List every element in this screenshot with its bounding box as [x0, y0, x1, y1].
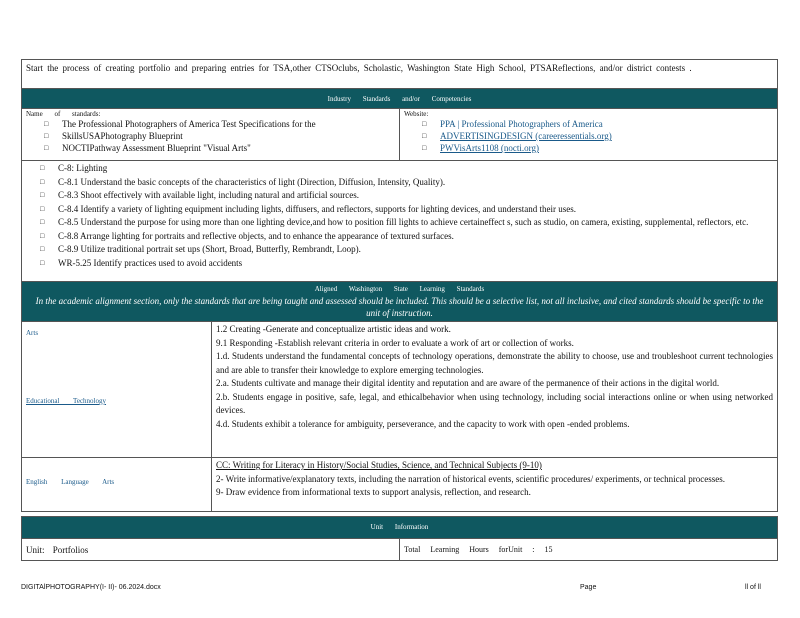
industry-standards-header	[22, 88, 777, 108]
competency-item: □ C-8.8 Arrange lighting for portraits and reflective objects, and to enhance the appearance of textured surfaces.	[40, 230, 771, 242]
competency-item: □ C-8: Lighting	[40, 162, 771, 174]
unit-info-header	[22, 517, 777, 538]
alignment-edtech-text: 1.d. Students understand the fundamental concepts of technology operations, demonstrate the ability to choose, use and troubleshoot current technologies and are able to transfer their knowledge to explore emerging technologies. 2.a. Students cultivate and manage their digital identity and reputation and are aware of the permanence of their actions in the digital world. 2.b. Students engage in positive, safe, legal, and ethicalbehavior when using technology, including social interactions online or when using networked devices. 4.d. Students exhibit a tolerance for ambiguity, perseverance, and the capacity to work with open -ended problems.	[216, 351, 773, 429]
alignment-label-edtech: Educational Technology	[22, 349, 212, 457]
footer-page-label: Page	[580, 584, 597, 591]
competency-item: □ C-8.4 Identify a variety of lighting equipment including lights, diffusers, and reflectors, supports for lighting devices, and understand their uses.	[40, 203, 771, 215]
website-column	[400, 109, 777, 160]
standards-section	[22, 108, 777, 160]
standards-column	[22, 109, 400, 160]
alignment-edtech-row	[22, 349, 777, 457]
alignment-arts-text: 1.2 Creating -Generate and conceptualize artistic ideas and work. 9.1 Responding -Establish relevant criteria in order to evaluate a work of art or collection of works.	[216, 324, 574, 348]
aligned-standards-header	[22, 281, 777, 321]
curriculum-table	[21, 59, 778, 512]
standards-label: Name of standards:	[26, 110, 101, 118]
competencies-section	[22, 160, 777, 281]
competency-item: □ WR-5.25 Identify practices used to avoid accidents	[40, 257, 771, 269]
unit-info-table	[21, 516, 778, 561]
unit-hours-cell	[400, 539, 777, 560]
aligned-standards-title: Aligned Washington State Learning Standards	[314, 285, 485, 293]
ela-standards-link[interactable]: CC: Writing for Literacy in History/Social Studies, Science, and Technical Subjects (9-10)	[216, 460, 542, 470]
alignment-label-arts: Arts	[22, 322, 212, 349]
competency-item: □ C-8.1 Understand the basic concepts of the characteristics of light (Direction, Diffusion, Intensity, Quality).	[40, 176, 771, 188]
competency-item: □ C-8.9 Utilize traditional portrait set ups (Short, Broad, Butterfly, Rembrandt, Loop).	[40, 243, 771, 255]
unit-name: Unit: Portfolios	[26, 545, 89, 555]
industry-standards-title: Industry Standards and/or Competencies	[327, 95, 472, 103]
footer-page-number: ll of ll	[745, 584, 761, 591]
alignment-ela-text: CC: Writing for Literacy in History/Social Studies, Science, and Technical Subjects (9-10) 2- Write informative/explanatory texts, including the narration of historical events, scientific procedures/ experiments, or technical processes. 9- Draw evidence from informational texts to support analysis, reflection, and research.	[212, 458, 777, 511]
unit-info-title: Unit Information	[370, 523, 429, 531]
aligned-standards-note: In the academic alignment section, only the standards that are being taught and assessed should be included. This should be a selective list, not all inclusive, and cited standards should be specific to the unit of instruction.	[35, 296, 764, 318]
competency-item: □ C-8.5 Understand the purpose for using more than one lighting device,and how to position fill lights to achieve certaineffect s, such as studio, on camera, existing, supplemental, reflectors, etc.	[40, 216, 771, 228]
website-link-advertising[interactable]: □ ADVERTISINGDESIGN (careeressentials.org)	[422, 130, 773, 142]
unit-name-cell	[22, 539, 400, 560]
unit-hours: Total Learning Hours forUnit : 15	[404, 545, 553, 554]
website-label: Website:	[404, 110, 429, 118]
footer-doc-name: DIGITAlPHOTOGRAPHY(I- II)- 06.2024.docx	[21, 584, 161, 591]
alignment-label-ela: English Language Arts	[22, 458, 212, 511]
standard-item: □ SkillsUSAPhotography Blueprint	[44, 130, 395, 142]
competency-list	[22, 162, 777, 269]
standard-item: □ The Professional Photographers of America Test Specifications for the	[44, 118, 395, 130]
website-list	[404, 118, 773, 154]
standard-item: □ NOCTIPathway Assessment Blueprint "Visual Arts"	[44, 142, 395, 154]
intro-text: Start the process of creating portfolio and preparing entries for TSA,other CTSOclubs, Scholastic, Washington State High School, PTSAReflections, and/or district contests .	[26, 63, 692, 73]
competency-item: □ C-8.3 Shoot effectively with available light, including natural and artificial sources.	[40, 189, 771, 201]
standards-list	[26, 118, 395, 154]
website-link-ppa[interactable]: □ PPA | Professional Photographers of America	[422, 118, 773, 130]
alignment-ela-row	[22, 457, 777, 511]
website-link-nocti[interactable]: □ PWVisArts1108 (nocti.org)	[422, 142, 773, 154]
unit-info-row	[22, 538, 777, 560]
alignment-arts-row	[22, 321, 777, 349]
